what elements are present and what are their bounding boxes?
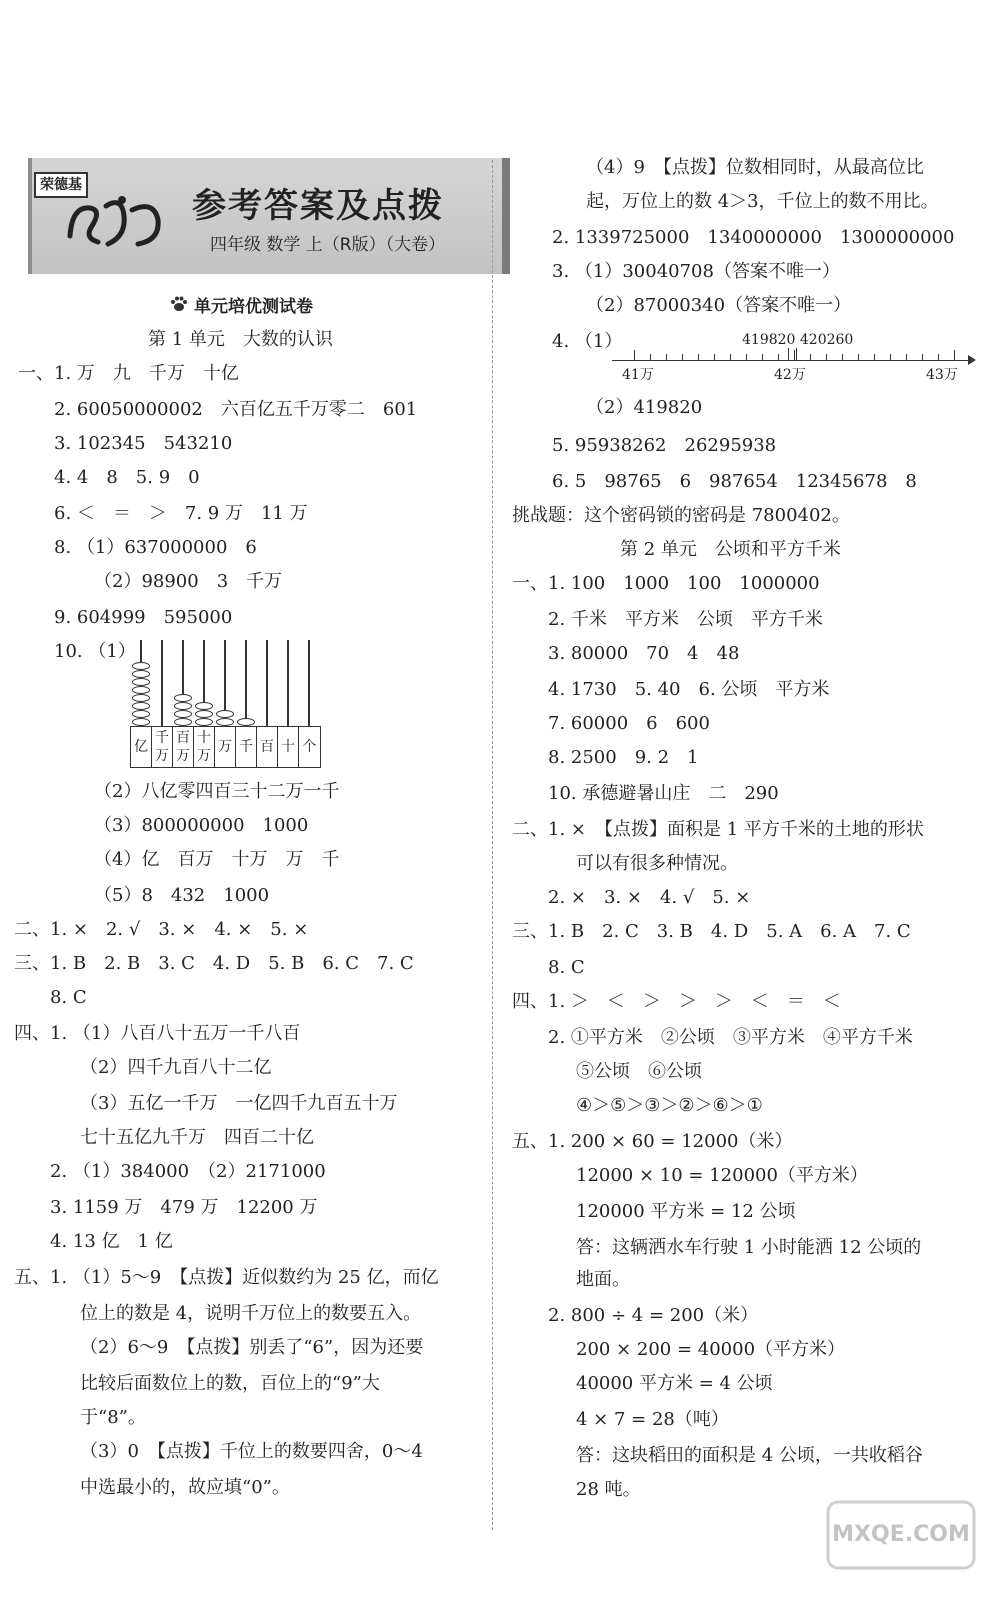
abacus-diagram xyxy=(130,640,320,772)
number-line-tick xyxy=(666,354,667,361)
abacus-bead xyxy=(174,694,192,702)
answer-line: 8. C xyxy=(548,957,585,978)
answer-line: 2. × 3. × 4. √ 5. × xyxy=(548,887,751,908)
number-line-tick xyxy=(922,354,923,361)
abacus-label: 亿 xyxy=(131,727,152,767)
abacus-bead xyxy=(216,710,234,718)
number-line-marks: 419820 420260 xyxy=(742,332,854,348)
abacus-bead xyxy=(132,662,150,670)
number-line-tick xyxy=(890,354,891,361)
answer-line: 8. （1）637000000 6 xyxy=(54,537,257,558)
answer-line: 2. （1）384000 （2）2171000 xyxy=(50,1161,326,1182)
answer-line: 2. 60050000002 六百亿五千万零二 601 xyxy=(54,399,418,420)
number-line-tick xyxy=(682,354,683,361)
answer-line: 120000 平方米 = 12 公顷 xyxy=(576,1201,796,1222)
answer-line: 8. 2500 9. 2 1 xyxy=(548,747,699,768)
answer-line: 五、1. 200 × 60 = 12000（米） xyxy=(512,1131,793,1152)
answer-line: 答：这辆洒水车行驶 1 小时能洒 12 公顷的 xyxy=(576,1237,922,1258)
abacus-rod xyxy=(161,640,163,726)
abacus-bead xyxy=(132,686,150,694)
answer-line: 挑战题：这个密码锁的密码是 7800402。 xyxy=(512,505,850,526)
number-line-tick xyxy=(826,354,827,361)
answer-line: 四、1. （1）八百八十五万一千八百 xyxy=(14,1023,301,1044)
answer-line: 于“8”。 xyxy=(80,1407,146,1428)
answer-line: 8. C xyxy=(50,987,87,1008)
answer-line: 6. ＜ ＝ ＞ 7. 9 万 11 万 xyxy=(54,503,308,524)
answer-line: 地面。 xyxy=(576,1269,630,1290)
watermark-text: MXQE.COM xyxy=(832,1522,970,1547)
abacus-label: 百 xyxy=(257,727,278,767)
number-line-tick xyxy=(842,354,843,361)
answer-line: 200 × 200 = 40000（平方米） xyxy=(576,1339,846,1360)
answer-line: （5）8 432 1000 xyxy=(94,885,270,906)
number-line-tick xyxy=(906,354,907,361)
unit1-title: 第 1 单元 大数的认识 xyxy=(148,329,333,350)
answer-line: （2）87000340（答案不唯一） xyxy=(586,295,852,316)
good-paper-logo xyxy=(62,186,172,254)
answer-line: 12000 × 10 = 120000（平方米） xyxy=(576,1165,868,1186)
answer-line: 3. 102345 543210 xyxy=(54,433,233,454)
answer-line: （2）6～9 【点拨】别丢了“6”，因为还要 xyxy=(80,1337,424,1358)
answer-line: 6. 5 98765 6 987654 12345678 8 xyxy=(552,471,917,492)
abacus-bead xyxy=(174,702,192,710)
abacus-rod xyxy=(266,640,268,726)
arrow-right-icon xyxy=(968,355,976,365)
answer-line: 答：这块稻田的面积是 4 公顷，一共收稻谷 xyxy=(576,1445,923,1466)
abacus-rod xyxy=(308,640,310,726)
number-line-start: 41万 xyxy=(622,367,654,383)
watermark-stamp xyxy=(826,1500,976,1570)
abacus-label: 千 xyxy=(236,727,257,767)
answer-line: 二、1. × 2. √ 3. × 4. × 5. × xyxy=(14,919,309,940)
abacus-label: 千万 xyxy=(152,727,173,767)
answer-line: 4. 1730 5. 40 6. 公顷 平方米 xyxy=(548,679,830,700)
abacus-bead xyxy=(132,678,150,686)
answer-line: （2）四千九百八十二亿 xyxy=(80,1057,272,1078)
answer-line: 4. （1） xyxy=(552,331,623,352)
answer-line: （2）98900 3 千万 xyxy=(94,571,283,592)
answer-line: 一、1. 万 九 千万 十亿 xyxy=(18,363,239,384)
abacus-bead xyxy=(216,718,234,726)
abacus-bead xyxy=(195,710,213,718)
answer-line: 中选最小的，故应填“0”。 xyxy=(80,1477,290,1498)
answer-line: 五、1. （1）5～9 【点拨】近似数约为 25 亿，而亿 xyxy=(14,1267,439,1288)
answer-line: （3）0 【点拨】千位上的数要四舍，0～4 xyxy=(80,1441,423,1462)
number-line xyxy=(612,330,976,390)
answer-line: 4. 13 亿 1 亿 xyxy=(50,1231,173,1252)
answer-line: 四、1. ＞ ＜ ＞ ＞ ＞ ＜ ＝ ＜ xyxy=(512,991,841,1012)
answer-line: 比较后面数位上的数，百位上的“9”大 xyxy=(80,1373,380,1394)
answer-line: 10. （1） xyxy=(54,641,136,662)
number-line-mark-1 xyxy=(788,348,789,360)
number-line-tick xyxy=(874,354,875,361)
number-line-tick xyxy=(954,350,955,361)
answer-line: 10. 承德避暑山庄 二 290 xyxy=(548,783,779,804)
brand-tag: 荣德基 xyxy=(34,172,88,198)
answer-line: 2. 1339725000 1340000000 1300000000 xyxy=(552,227,955,248)
answer-line: 三、1. B 2. C 3. B 4. D 5. A 6. A 7. C xyxy=(512,921,911,942)
answer-line: ④＞⑤＞③＞②＞⑥＞① xyxy=(576,1095,763,1116)
abacus-label: 百万 xyxy=(173,727,194,767)
abacus-place-labels xyxy=(130,726,321,768)
number-line-tick xyxy=(762,354,763,361)
abacus-bead xyxy=(132,670,150,678)
answer-line: 七十五亿九千万 四百二十亿 xyxy=(80,1127,314,1148)
number-line-tick xyxy=(634,350,635,361)
answer-line: 2. 千米 平方米 公顷 平方千米 xyxy=(548,609,823,630)
number-line-tick xyxy=(858,354,859,361)
abacus-bead xyxy=(195,702,213,710)
answer-line: 二、1. × 【点拨】面积是 1 平方千米的土地的形状 xyxy=(512,819,924,840)
abacus-label: 万 xyxy=(215,727,236,767)
number-line-tick xyxy=(698,354,699,361)
number-line-tick xyxy=(810,354,811,361)
answer-line: 3. 80000 70 4 48 xyxy=(548,643,740,664)
answer-line: 5. 95938262 26295938 xyxy=(552,435,777,456)
abacus-bead xyxy=(174,710,192,718)
answer-line: 2. 800 ÷ 4 = 200（米） xyxy=(548,1305,759,1326)
answer-line: （3）800000000 1000 xyxy=(94,815,309,836)
column-divider xyxy=(492,160,493,1530)
abacus-bead xyxy=(195,718,213,726)
answer-line: 三、1. B 2. B 3. C 4. D 5. B 6. C 7. C xyxy=(14,953,414,974)
answer-line: 一、1. 100 1000 100 1000000 xyxy=(512,573,820,594)
answer-line: 40000 平方米 = 4 公顷 xyxy=(576,1373,773,1394)
number-line-tick xyxy=(938,354,939,361)
answer-line: （3）五亿一千万 一亿四千九百五十万 xyxy=(80,1093,398,1114)
page-title: 参考答案及点拨 xyxy=(192,186,444,226)
answer-line: 起，万位上的数 4＞3，千位上的数不用比。 xyxy=(586,191,939,212)
number-line-tick xyxy=(650,354,651,361)
answer-line: 9. 604999 595000 xyxy=(54,607,233,628)
abacus-bead xyxy=(132,702,150,710)
answer-line: 3. （1）30040708（答案不唯一） xyxy=(552,261,840,282)
abacus-bead xyxy=(237,718,255,726)
answer-line: （2）419820 xyxy=(586,397,703,418)
number-line-tick xyxy=(730,354,731,361)
answer-line: 位上的数是 4，说明千万位上的数要五入。 xyxy=(80,1303,422,1324)
paw-icon xyxy=(170,296,188,312)
answer-line: 28 吨。 xyxy=(576,1479,641,1500)
abacus-label: 个 xyxy=(302,739,317,755)
abacus-bead xyxy=(132,694,150,702)
answer-line: 可以有很多种情况。 xyxy=(576,853,738,874)
abacus-rod xyxy=(245,640,247,726)
abacus-label: 十万 xyxy=(194,727,215,767)
answer-line: 2. ①平方米 ②公顷 ③平方米 ④平方千米 xyxy=(548,1027,913,1048)
answer-line: 3. 1159 万 479 万 12200 万 xyxy=(50,1197,318,1218)
abacus-label: 十 xyxy=(278,727,299,767)
answer-line: （4）9 【点拨】位数相同时，从最高位比 xyxy=(586,157,924,178)
answer-line: 7. 60000 6 600 xyxy=(548,713,710,734)
abacus-bead xyxy=(132,710,150,718)
page-subtitle: 四年级 数学 上（R版）（大卷） xyxy=(210,235,446,255)
abacus-rod xyxy=(287,640,289,726)
answer-line: （2）八亿零四百三十二万一千 xyxy=(94,781,340,802)
number-line-mid: 42万 xyxy=(774,367,806,383)
answer-line: （4）亿 百万 十万 万 千 xyxy=(94,849,340,870)
number-line-end: 43万 xyxy=(926,367,958,383)
number-line-tick xyxy=(714,354,715,361)
answer-line: ⑤公顷 ⑥公顷 xyxy=(576,1061,702,1082)
abacus-bead xyxy=(174,718,192,726)
number-line-tick xyxy=(794,350,795,361)
abacus-bead xyxy=(132,718,150,726)
unit2-title: 第 2 单元 公顷和平方千米 xyxy=(620,539,841,560)
number-line-tick xyxy=(746,354,747,361)
section-title: 单元培优测试卷 xyxy=(194,297,313,317)
answer-line: 4. 4 8 5. 9 0 xyxy=(54,467,200,488)
number-line-tick xyxy=(778,354,779,361)
answer-line: 4 × 7 = 28（吨） xyxy=(576,1409,729,1430)
number-line-mark-2 xyxy=(796,348,797,360)
